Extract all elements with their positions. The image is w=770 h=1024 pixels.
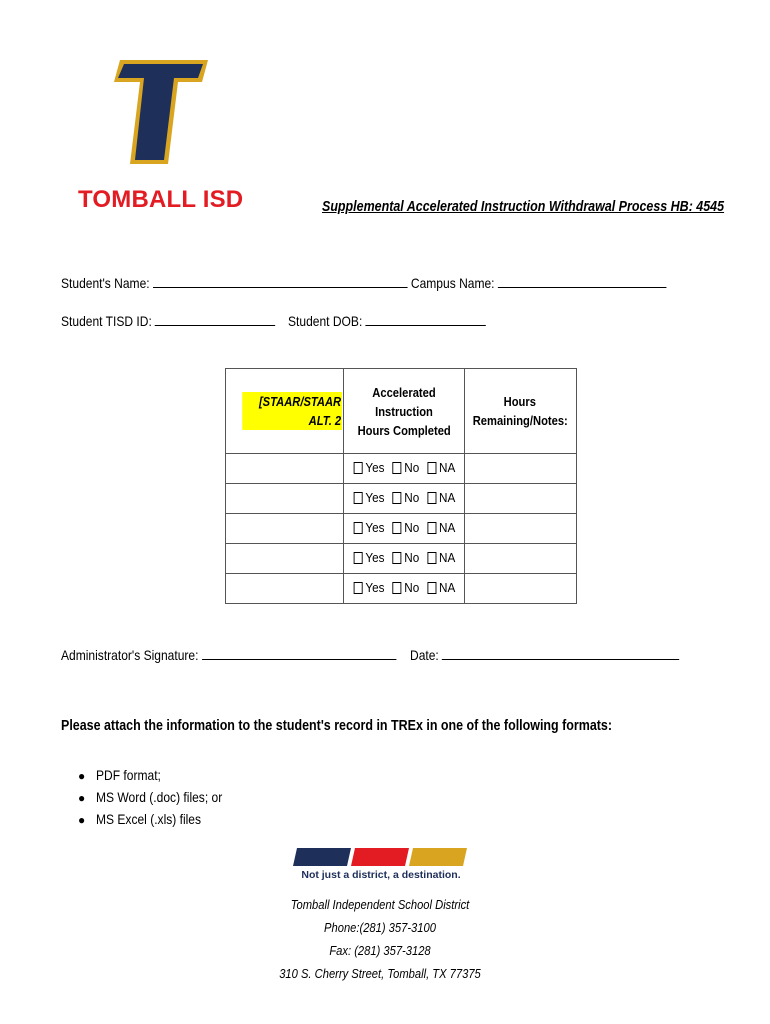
date-row: [410, 647, 679, 663]
table-row: [226, 574, 577, 604]
campus-name-label: Campus Name:: [410, 275, 495, 291]
no-label: No: [403, 520, 419, 536]
footer-tagline: Not just a district, a destination.: [301, 869, 461, 881]
yes-checkbox[interactable]: [353, 522, 362, 534]
no-checkbox[interactable]: [392, 462, 401, 474]
date-label: Date:: [410, 647, 439, 663]
na-label: NA: [438, 580, 455, 596]
notes-cell[interactable]: [465, 544, 577, 574]
fax-number: Fax: (281) 357-3128: [329, 943, 431, 958]
staar-header: [226, 369, 344, 454]
footer-contact: [250, 893, 510, 985]
student-dob-field[interactable]: [366, 313, 486, 326]
yes-label: Yes: [364, 460, 384, 476]
notes-cell[interactable]: [465, 574, 577, 604]
yes-label: Yes: [364, 520, 384, 536]
admin-signature-row: [61, 647, 396, 663]
address: 310 S. Cherry Street, Tomball, TX 77375: [279, 966, 481, 981]
no-label: No: [403, 460, 419, 476]
remaining-header-line1: Hours: [504, 394, 537, 409]
yes-label: Yes: [364, 580, 384, 596]
table-row: [226, 514, 577, 544]
table-row: [226, 454, 577, 484]
admin-signature-field[interactable]: [202, 647, 396, 660]
student-id-row: [61, 313, 276, 329]
na-label: NA: [438, 550, 455, 566]
notes-cell[interactable]: [465, 454, 577, 484]
list-item: [78, 765, 243, 787]
completed-header-line1: Accelerated Instruction: [372, 384, 436, 419]
na-checkbox[interactable]: [427, 462, 436, 474]
yes-label: Yes: [364, 550, 384, 566]
staar-cell[interactable]: [226, 514, 344, 544]
student-dob-label: Student DOB:: [288, 313, 363, 329]
format-text: MS Word (.doc) files; or: [96, 789, 223, 805]
campus-name-field[interactable]: [498, 275, 667, 288]
student-name-label: Student's Name:: [61, 275, 150, 291]
completed-cell: [344, 454, 465, 484]
yes-checkbox[interactable]: [353, 552, 362, 564]
na-checkbox[interactable]: [427, 522, 436, 534]
completed-cell: [344, 574, 465, 604]
yes-label: Yes: [364, 490, 384, 506]
admin-signature-label: Administrator's Signature:: [61, 647, 199, 663]
staar-cell[interactable]: [226, 544, 344, 574]
format-text: PDF format;: [96, 767, 161, 783]
student-id-label: Student TISD ID:: [61, 313, 152, 329]
no-label: No: [403, 550, 419, 566]
notes-cell[interactable]: [465, 514, 577, 544]
student-id-field[interactable]: [155, 313, 275, 326]
format-text: MS Excel (.xls) files: [96, 811, 202, 827]
student-name-row: [61, 275, 666, 291]
na-label: NA: [438, 520, 455, 536]
yes-checkbox[interactable]: [353, 462, 362, 474]
remaining-header: [465, 369, 577, 454]
na-checkbox[interactable]: [427, 492, 436, 504]
completed-cell: [344, 544, 465, 574]
no-checkbox[interactable]: [392, 522, 401, 534]
phone-number: Phone:(281) 357-3100: [324, 920, 436, 935]
na-label: NA: [438, 490, 455, 506]
no-checkbox[interactable]: [392, 492, 401, 504]
attach-instructions: Please attach the information to the student's record in TREx in one of the following formats:: [61, 718, 613, 734]
tomball-t-logo-icon: [110, 58, 210, 173]
na-label: NA: [438, 460, 455, 476]
document-title: Supplemental Accelerated Instruction Withdrawal Process HB: 4545: [322, 199, 725, 215]
na-checkbox[interactable]: [427, 582, 436, 594]
completed-cell: [344, 484, 465, 514]
notes-cell[interactable]: [465, 484, 577, 514]
student-name-field[interactable]: [153, 275, 408, 288]
accelerated-hours-table: [225, 368, 577, 604]
no-checkbox[interactable]: [392, 582, 401, 594]
no-label: No: [403, 490, 419, 506]
logo-text: TOMBALL ISD: [78, 186, 244, 213]
district-name: Tomball Independent School District: [290, 897, 470, 912]
staar-cell[interactable]: [226, 454, 344, 484]
list-item: [78, 787, 243, 809]
completed-header-line2: Hours Completed: [357, 422, 451, 438]
staar-cell[interactable]: [226, 574, 344, 604]
bullet-icon: ●: [78, 813, 86, 827]
table-row: [226, 484, 577, 514]
yes-checkbox[interactable]: [353, 492, 362, 504]
no-label: No: [403, 580, 419, 596]
student-dob-row: [288, 313, 486, 329]
table-row: [226, 544, 577, 574]
staar-cell[interactable]: [226, 484, 344, 514]
no-checkbox[interactable]: [392, 552, 401, 564]
completed-cell: [344, 514, 465, 544]
staar-header-text: [STAAR/STAAR ALT. 2: [242, 392, 342, 430]
bullet-icon: ●: [78, 769, 86, 783]
na-checkbox[interactable]: [427, 552, 436, 564]
date-field[interactable]: [442, 647, 679, 660]
table-header-row: [226, 369, 577, 454]
formats-list: [78, 765, 243, 831]
footer-stripes-icon: [293, 848, 469, 871]
yes-checkbox[interactable]: [353, 582, 362, 594]
list-item: [78, 809, 243, 831]
remaining-header-line2: Remaining/Notes:: [472, 413, 568, 428]
bullet-icon: ●: [78, 791, 86, 805]
completed-header: [344, 369, 465, 454]
